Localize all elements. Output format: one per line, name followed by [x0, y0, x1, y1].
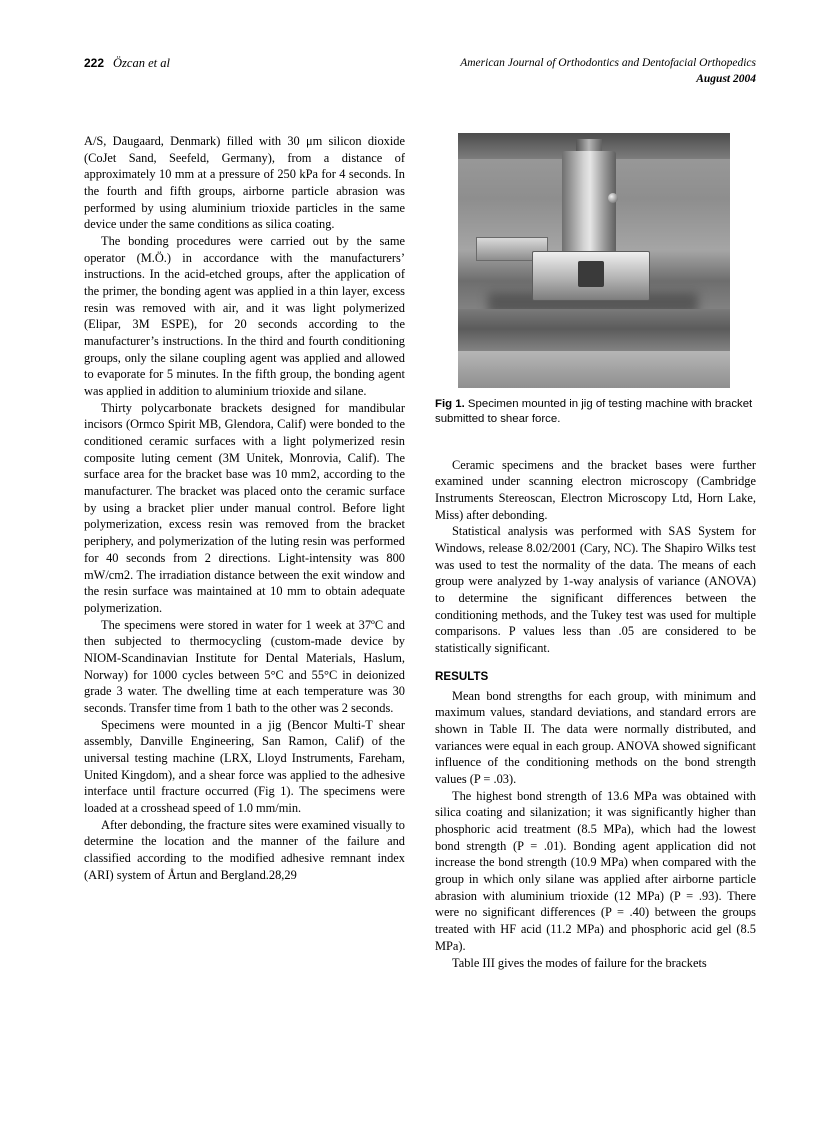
figure-1 [435, 133, 756, 427]
running-authors: Özcan et al [113, 56, 170, 70]
header-right [460, 56, 756, 87]
paragraph: After debonding, the fracture sites were examined visually to determine the location and the manner of the failure and classified according to the modified adhesive remnant index (ARI) system of Årtun and Bergland.28,29 [84, 817, 405, 882]
section-heading-results: RESULTS [435, 669, 489, 683]
paragraph: A/S, Daugaard, Denmark) filled with 30 μm silicon dioxide (CoJet Sand, Seefeld, Germany), from a distance of approximately 10 mm at a pressure of 250 kPa for 4 seconds. In the fourth and fifth groups, airborne particle abrasion was performed by using aluminium trioxide particles in the same device under the same conditions as silica coating. [84, 134, 405, 232]
page-number: 222 [84, 56, 105, 70]
two-column-body [84, 133, 756, 971]
journal-title: American Journal of Orthodontics and Dentofacial Orthopedics [460, 57, 756, 69]
paragraph: The highest bond strength of 13.6 MPa was obtained with silica coating and silanization; it was significantly higher than phosphoric acid treatment (8.5 MPa), which had the lowest bond strength (P = .01). Bonding agent application did not increase the bond strength (10.9 MPa) when compared with the group in which only silane was applied after airborne particle abrasion with aluminium trioxide (12 MPa) (P = .93). There were no significant differences (P = .40) between the groups treated with HF acid (11.2 MPa) and phosphoric acid gel (8.5 MPa). [435, 788, 756, 953]
figure-image [458, 133, 730, 388]
page-content [84, 56, 756, 971]
page-header [84, 56, 756, 93]
paragraph: Specimens were mounted in a jig (Bencor Multi-T shear assembly, Danville Engineering, San Ramon, Calif) of the universal testing machine (LRX, Lloyd Instruments, Fareham, United Kingdom), and a shear force was applied to the adhesive interface until fracture occurred (Fig 1). The specimens were loaded at a crosshead speed of 1.0 mm/min. [84, 717, 405, 815]
figure-caption-text: Specimen mounted in jig of testing machine with bracket submitted to shear force. [435, 398, 753, 425]
paragraph: Thirty polycarbonate brackets designed for mandibular incisors (Ormco Spirit MB, Glendora, Calif) were bonded to the conditioned ceramic surfaces with a light polymerized resin composite luting cement (3M Unitek, Monrovia, Calif). The surface area for the bracket base was 10 mm2, according to the manufacturer. The bracket was placed onto the ceramic surface by using a bracket plier under manual control. Before light polymerization, excess resin was removed from the bracket periphery, and polymerization of the luting resin was performed for 40 seconds from 2 directions. Light-intensity was 800 mW/cm2. The irradiation distance between the exit window and the resin surface was maintained at 10 mm to obtain adequate polymerization. [84, 400, 405, 615]
paragraph: The specimens were stored in water for 1 week at 37ºC and then subjected to thermocycling (custom-made device by NIOM-Scandinavian Institute for Dental Materials, Haslum, Norway) for 1000 cycles between 5°C and 55°C in deionized grade 3 water. The dwelling time at each temperature was 30 seconds. Transfer time from 1 bath to the other was 2 seconds. [84, 617, 405, 715]
paragraph: Table III gives the modes of failure for the brackets [452, 955, 707, 970]
issue-date: August 2004 [696, 72, 756, 85]
paragraph: Mean bond strengths for each group, with minimum and maximum values, standard deviations, and standard errors are shown in Table II. The data were normally distributed, and variances were equal in each group. ANOVA showed significant influence of the conditioning methods on the bond strength values (P = .03). [435, 688, 756, 787]
right-column [435, 133, 756, 971]
paragraph: The bonding procedures were carried out by the same operator (M.Ö.) in accordance with the manufacturers’ instructions. In the acid-etched groups, after the application of the primer, the bonding agent was applied in a thin layer, excess resin was removed with air, and it was light polymerized (Elipar, 3M ESPE), for 20 seconds according to the manufacturer’s instructions. In the third and fourth conditioning groups, only the silane coupling agent was applied and allowed to evaporate for 5 minutes. In the fifth group, the bonding agent was applied in addition to aluminium trioxide and silane. [84, 234, 405, 399]
left-column [84, 133, 405, 971]
figure-label: Fig 1. [435, 398, 465, 411]
header-left [84, 56, 170, 71]
paragraph: Ceramic specimens and the bracket bases were further examined under scanning electron microscopy (Cambridge Instruments Stereoscan, Electron Microscopy Ltd, Horn Lake, Miss) after debonding. [435, 457, 756, 522]
paragraph: Statistical analysis was performed with SAS System for Windows, release 8.02/2001 (Cary, NC). The Shapiro Wilks test was used to test the normality of the data. The means of each group were analyzed by 1-way analysis of variance (ANOVA) to determine the significant differences between the conditioning methods, and the Tukey test was used for multiple comparisons. P values less than .05 are considered to be statistically significant. [435, 524, 756, 656]
figure-caption [435, 397, 756, 427]
